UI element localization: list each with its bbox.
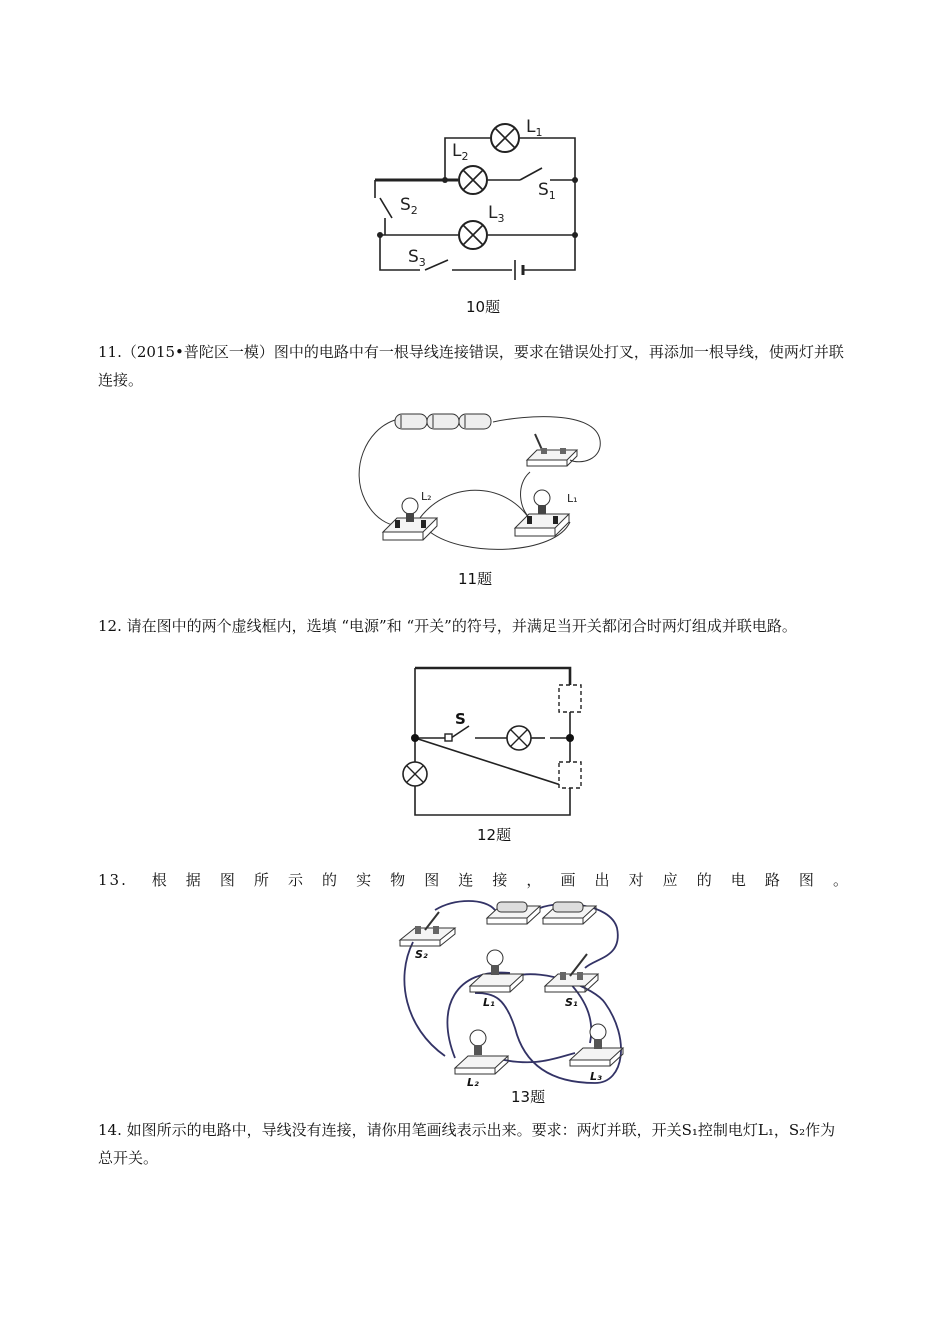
lamp-l1-icon: [470, 950, 523, 992]
switch-contact-icon: [445, 734, 452, 741]
label-l3: L₃: [590, 1070, 602, 1083]
label-s: S: [455, 710, 466, 728]
question-14-text: 14. 如图所示的电路中，导线没有连接，请你用笔画线表示出来。要求：两灯并联，开关S₁控制电灯L₁，S₂作为总开关。: [98, 1121, 836, 1167]
figure-13-physical-circuit: [395, 898, 645, 1088]
lamp-left-icon: [403, 762, 427, 786]
lamp-l1-icon: [491, 124, 519, 152]
label-s2: $S_2$: [400, 195, 418, 217]
label-s3: $S_3$: [408, 247, 426, 269]
lamp-right-icon: [507, 726, 531, 750]
label-s2: S₂: [415, 948, 428, 961]
label-s1: $S_1$: [538, 180, 556, 202]
figure-11-physical-circuit: [355, 410, 605, 560]
switch-s2-icon: [400, 912, 455, 946]
label-l1: $L_1$: [526, 117, 543, 139]
label-l2: L₂: [421, 490, 432, 503]
question-13-text: 13. 根据图所示的实物图连接，画出对应的电路图。: [98, 871, 850, 889]
label-s1: S₁: [565, 996, 578, 1009]
label-l1: L₁: [567, 492, 578, 505]
label-l3: $L_3$: [488, 203, 505, 225]
battery-pack-icon: [395, 414, 491, 429]
label-l1: L₁: [483, 996, 495, 1009]
label-l2: L₂: [467, 1076, 479, 1088]
question-12-text: 12. 请在图中的两个虚线框内，选填 “电源”和 “开关”的符号，并满足当开关都闭合时两灯组成并联电路。: [98, 617, 797, 635]
figure-10-caption: 10题: [466, 298, 501, 316]
figure-12-circuit: [395, 660, 585, 825]
switch-s1-icon: [545, 954, 598, 992]
figure-10-circuit: [370, 110, 590, 285]
figure-11-caption: 11题: [458, 570, 493, 588]
label-l2: $L_2$: [452, 141, 469, 163]
blank-box-top: [559, 685, 581, 712]
lamp-l2-icon: [455, 1030, 508, 1074]
lamp-l3-icon: [570, 1024, 623, 1066]
figure-13-caption: 13题: [511, 1088, 546, 1106]
lamp-l1-holder-icon: [515, 490, 569, 536]
figure-12-caption: 12题: [477, 826, 512, 844]
lamp-l2-icon: [459, 166, 487, 194]
blank-box-bottom: [559, 762, 581, 788]
question-11-text: 11.（2015•普陀区一模）图中的电路中有一根导线连接错误，要求在错误处打叉，再添加一根导线，使两灯并联连接。: [98, 343, 844, 389]
lamp-l2-holder-icon: [383, 498, 437, 540]
lamp-l3-icon: [459, 221, 487, 249]
knife-switch-icon: [527, 434, 577, 466]
battery-1-icon: [487, 902, 540, 924]
